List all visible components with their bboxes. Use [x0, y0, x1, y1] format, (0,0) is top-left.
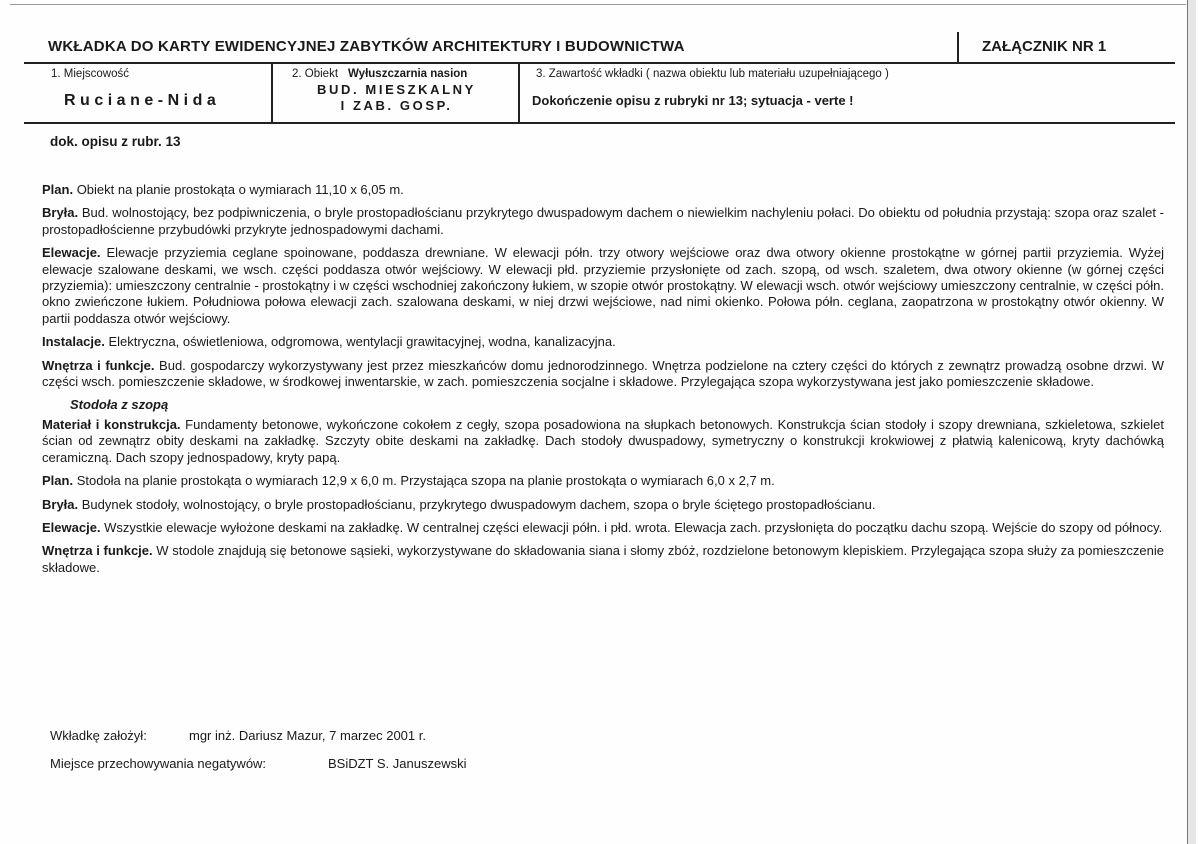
field-divider-1 [271, 63, 273, 123]
barn-section-material [42, 417, 1164, 466]
scan-edge-right [1187, 0, 1196, 844]
barn-section-bryla [42, 497, 1164, 513]
author-row [50, 728, 426, 743]
scan-edge-top [10, 4, 1186, 5]
section-head: Bryła. [42, 496, 79, 512]
section-head: Elewacje. [42, 245, 101, 261]
negatives-row [50, 756, 467, 771]
object-value [274, 82, 519, 114]
section-wnetrza [42, 358, 1164, 391]
header-rule-bottom [24, 122, 1175, 124]
barn-section-elewacje [42, 520, 1164, 536]
section-text: Obiekt na planie prostokąta o wymiarach 11,10 x 6,05 m. [73, 182, 404, 197]
section-text: W stodole znajdują się betonowe sąsieki, wykorzystywane do składowania siana i słomy zbóż, rozdzielone betonowym klepiskiem. Przylegająca szopa służy za pomieszczenie składowe. [42, 543, 1164, 575]
barn-heading: Stodoła z szopą [70, 397, 169, 413]
object-value-line1: BUD. MIESZKALNY [317, 82, 476, 97]
negatives-value: BSiDZT S. Januszewski [328, 756, 467, 771]
header-rule-top [24, 62, 1175, 64]
section-head: Bryła. [42, 205, 79, 221]
barn-section-wnetrza [42, 543, 1164, 576]
header-divider [957, 32, 959, 62]
section-head: Wnętrza i funkcje. [42, 543, 153, 559]
section-plan [42, 182, 1164, 198]
section-head: Plan. [42, 182, 74, 197]
negatives-label: Miejsce przechowywania negatywów: [50, 756, 267, 771]
content-label: 3. Zawartość wkładki ( nazwa obiektu lub materiału uzupełniającego ) [536, 68, 889, 80]
object-value-line2: I ZAB. GOSP. [340, 98, 453, 113]
subheading: dok. opisu z rubr. 13 [50, 134, 181, 149]
section-head: Plan. [42, 473, 74, 489]
section-elewacje [42, 245, 1164, 327]
content-value: Dokończenie opisu z rubryki nr 13; sytuacja - verte ! [532, 93, 854, 108]
section-head: Instalacje. [42, 334, 105, 350]
section-instalacje [42, 334, 1164, 350]
locality-value: Ruciane-Nida [64, 92, 221, 109]
card-title: WKŁADKA DO KARTY EWIDENCYJNEJ ZABYTKÓW ARCHITEKTURY I BUDOWNICTWA [48, 38, 685, 55]
locality-label: 1. Miejscowość [51, 68, 129, 80]
section-head: Wnętrza i funkcje. [42, 357, 155, 373]
card-header [24, 30, 1175, 123]
description-body [42, 182, 1164, 583]
barn-section-plan [42, 473, 1164, 489]
section-head: Materiał i konstrukcja. [42, 416, 181, 432]
section-head: Elewacje. [42, 519, 101, 535]
section-text: Wszystkie elewacje wyłożone deskami na zakładkę. W centralnej części elewacji półn. i płd. wrota. Elewacja zach. przysłonięta do początku dachu szopą. Wejście do szopy od północy. [100, 519, 1163, 535]
author-value: mgr inż. Dariusz Mazur, 7 marzec 2001 r. [189, 728, 426, 743]
attachment-number: ZAŁĄCZNIK NR 1 [982, 38, 1107, 55]
object-label [292, 68, 467, 80]
section-text: Elewacje przyziemia ceglane spoinowane, poddasza drewniane. W elewacji półn. trzy otwory wejściowe oraz dwa otwory okienne prostokątne w górnej partii przyziemia. Wyżej elewacje szalowane deskami, we wsch. części poddasza otwór wejściowy. W elewacji płd. przyziemie przysłonięte od zach. szopą, od wsch. szaletem, dwa otwory okienne (w górnej części przyziemia): umieszczony centralnie - prostokątny i w części wschodniej zakończony łukiem, w szopie otwór prostokątny. W elewacji wsch. otwór wejściowy umieszczony centralnie, w części półn. okno zwieńczone łukiem. Południowa połowa elewacji zach. szalowana deskami, w niej drzwi wejściowe, nad nimi okienko. Połowa półn. ceglana, zaopatrzona w prostokątny otwór okienny. W partii poddasza otwór wejściowy. [42, 245, 1164, 326]
object-label-name: Wyłuszczarnia nasion [348, 68, 468, 80]
object-label-number: 2. Obiekt [292, 68, 339, 80]
section-text: Budynek stodoły, wolnostojący, o bryle prostopadłościanu, przykrytego dwuspadowym dachem, szopa o bryle ściętego prostopadłościanu. [78, 496, 876, 512]
section-bryla [42, 205, 1164, 238]
section-text: Bud. gospodarczy wykorzystywany jest przez mieszkańców domu jednorodzinnego. Wnętrza podzielone na cztery części do których z zewnątrz prowadzą osobne drzwi. W części wsch. pomieszczenie składowe, w środkowej inwentarskie, w zach. pomieszczenia socjalne i składowe. Przylegająca szopa wykorzystywana jest jako pomieszczenie składowe. [42, 357, 1164, 390]
author-label: Wkładkę założył: [50, 728, 147, 743]
section-text: Elektryczna, oświetleniowa, odgromowa, wentylacji grawitacyjnej, wodna, kanalizacyjna. [104, 334, 616, 350]
section-text: Bud. wolnostojący, bez podpiwniczenia, o bryle prostopadłościanu przykrytego dwuspadowym dachem o niewielkim nachyleniu połaci. Do obiektu od południa przystają: szopa oraz szalet - prostopadłościenne przybudówki przykryte jednospadowymi dachami. [42, 205, 1164, 237]
section-text: Stodoła na planie prostokąta o wymiarach 12,9 x 6,0 m. Przystająca szopa na planie prostokąta o wymiarach 6,0 x 2,7 m. [73, 473, 775, 489]
section-text: Fundamenty betonowe, wykończone cokołem z cegły, szopa posadowiona na słupkach betonowych. Konstrukcja ścian stodoły i szopy drewniana, szkieletowa, szkielet ścian od zewnątrz obity deskami na zakładkę. Szczyty obite deskami na zakładkę. Dach stodoły dwuspadowy, symetryczny o konstrukcji krokwiowej z płatwią kalenicową, kryty dachówką ceramiczną. Dach szopy jednospadowy, kryty papą. [42, 416, 1164, 465]
